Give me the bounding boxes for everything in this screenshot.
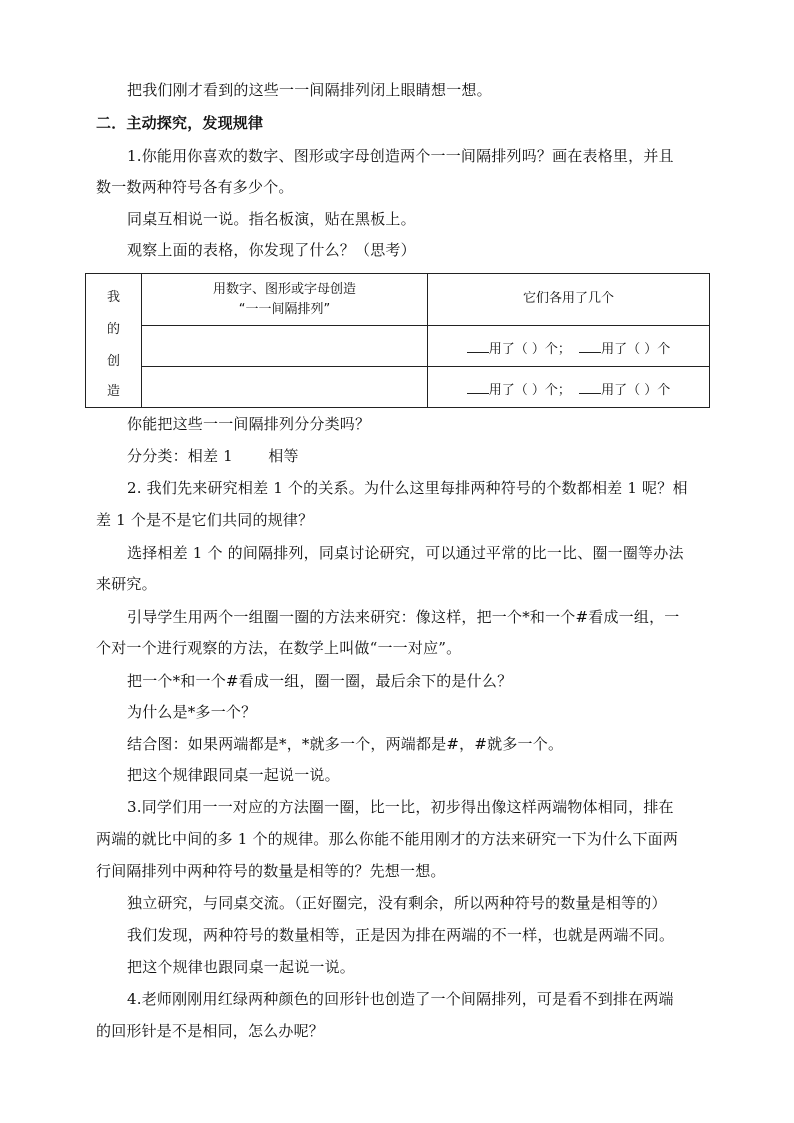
fill-text-a: 用了（ ）个； [488,383,571,398]
fill-text-b: 用了（ ）个 [601,383,671,398]
side-label-char: 的 [106,322,120,337]
para-q4-line1: 4.老师刚刚用红绿两种颜色的回形针也创造了一个间隔排列，可是看不到排在两端 [127,990,674,1008]
para-choose-line2: 来研究。 [96,575,157,593]
side-label-char: 造 [106,384,120,399]
side-label-char: 我 [106,290,120,305]
para-q3-line2: 两端的就比中间的多 1 个的规律。那么你能不能用刚才的方法来研究一下为什么下面两 [96,830,679,848]
para-q4-line2: 的回形针是不是相同，怎么办呢？ [96,1022,325,1040]
blank-line [467,338,489,353]
blank-line [467,379,489,394]
para-discover: 我们发现，两种符号的数量相等，正是因为排在两端的不一样，也就是两端不同。 [127,926,675,944]
para-guide-line2: 个对一个进行观察的方法，在数学上叫做“一一对应”。 [96,639,462,657]
creation-table [85,273,710,408]
para-why-star: 为什么是*多一个？ [127,703,257,721]
para-q2-line2: 差 1 个是不是它们共同的规律？ [96,511,314,529]
para-say-rule: 把这个规律跟同桌一起说一说。 [127,766,340,784]
para-classify: 分分类：相差 1 相等 [127,447,299,465]
blank-line [579,379,601,394]
para-classify-q: 你能把这些一一间隔排列分分类吗？ [127,415,371,433]
para-q1-line1: 1.你能用你喜欢的数字、图形或字母创造两个一一间隔排列吗？画在表格里，并且 [127,147,674,165]
para-say-rule-2: 把这个规律也跟同桌一起说一说。 [127,958,356,976]
para-q2-line1: 2. 我们先来研究相差 1 个的关系。为什么这里每排两种符号的个数都相差 1 呢？相 [127,479,688,497]
para-independent: 独立研究，与同桌交流。（正好圈完，没有剩余，所以两种符号的数量是相等的） [127,894,667,912]
header-col1-line2: “一一间隔排列” [238,302,331,317]
table-row-fill [428,379,709,400]
para-guide-line1: 引导学生用两个一组圈一圈的方法来研究：像这样，把一个*和一个#看成一组，一 [127,608,680,626]
para-q3-line1: 3.同学们用一一对应的方法圈一圈，比一比，初步得出像这样两端物体相同，排在 [127,798,674,816]
fill-text-a: 用了（ ）个； [488,342,571,357]
para-q1-line2: 数一数两种符号各有多少个。 [96,178,294,196]
para-observe: 观察上面的表格，你发现了什么？（思考） [127,241,416,259]
blank-line [579,338,601,353]
header-col2: 它们各用了几个 [522,291,614,306]
para-q3-line3: 行间隔排列中两种符号的数量是相等的？先想一想。 [96,862,446,880]
header-col1-line1: 用数字、图形或字母创造 [212,282,356,297]
table-row-fill [428,338,709,359]
section-heading: 二．主动探究，发现规律 [96,114,264,132]
fill-text-b: 用了（ ）个 [601,342,671,357]
para-deskmate: 同桌互相说一说。指名板演，贴在黑板上。 [127,210,416,228]
para-combine: 结合图：如果两端都是*，*就多一个，两端都是#，#就多一个。 [127,735,564,753]
para-group: 把一个*和一个#看成一组，圈一圈，最后余下的是什么？ [127,672,513,690]
side-label-char: 创 [106,354,120,369]
para-choose-line1: 选择相差 1 个 的间隔排列，同桌讨论研究，可以通过平常的比一比、圈一圈等办法 [127,544,684,562]
para-close-eyes: 把我们刚才看到的这些一一间隔排列闭上眼睛想一想。 [127,81,492,99]
